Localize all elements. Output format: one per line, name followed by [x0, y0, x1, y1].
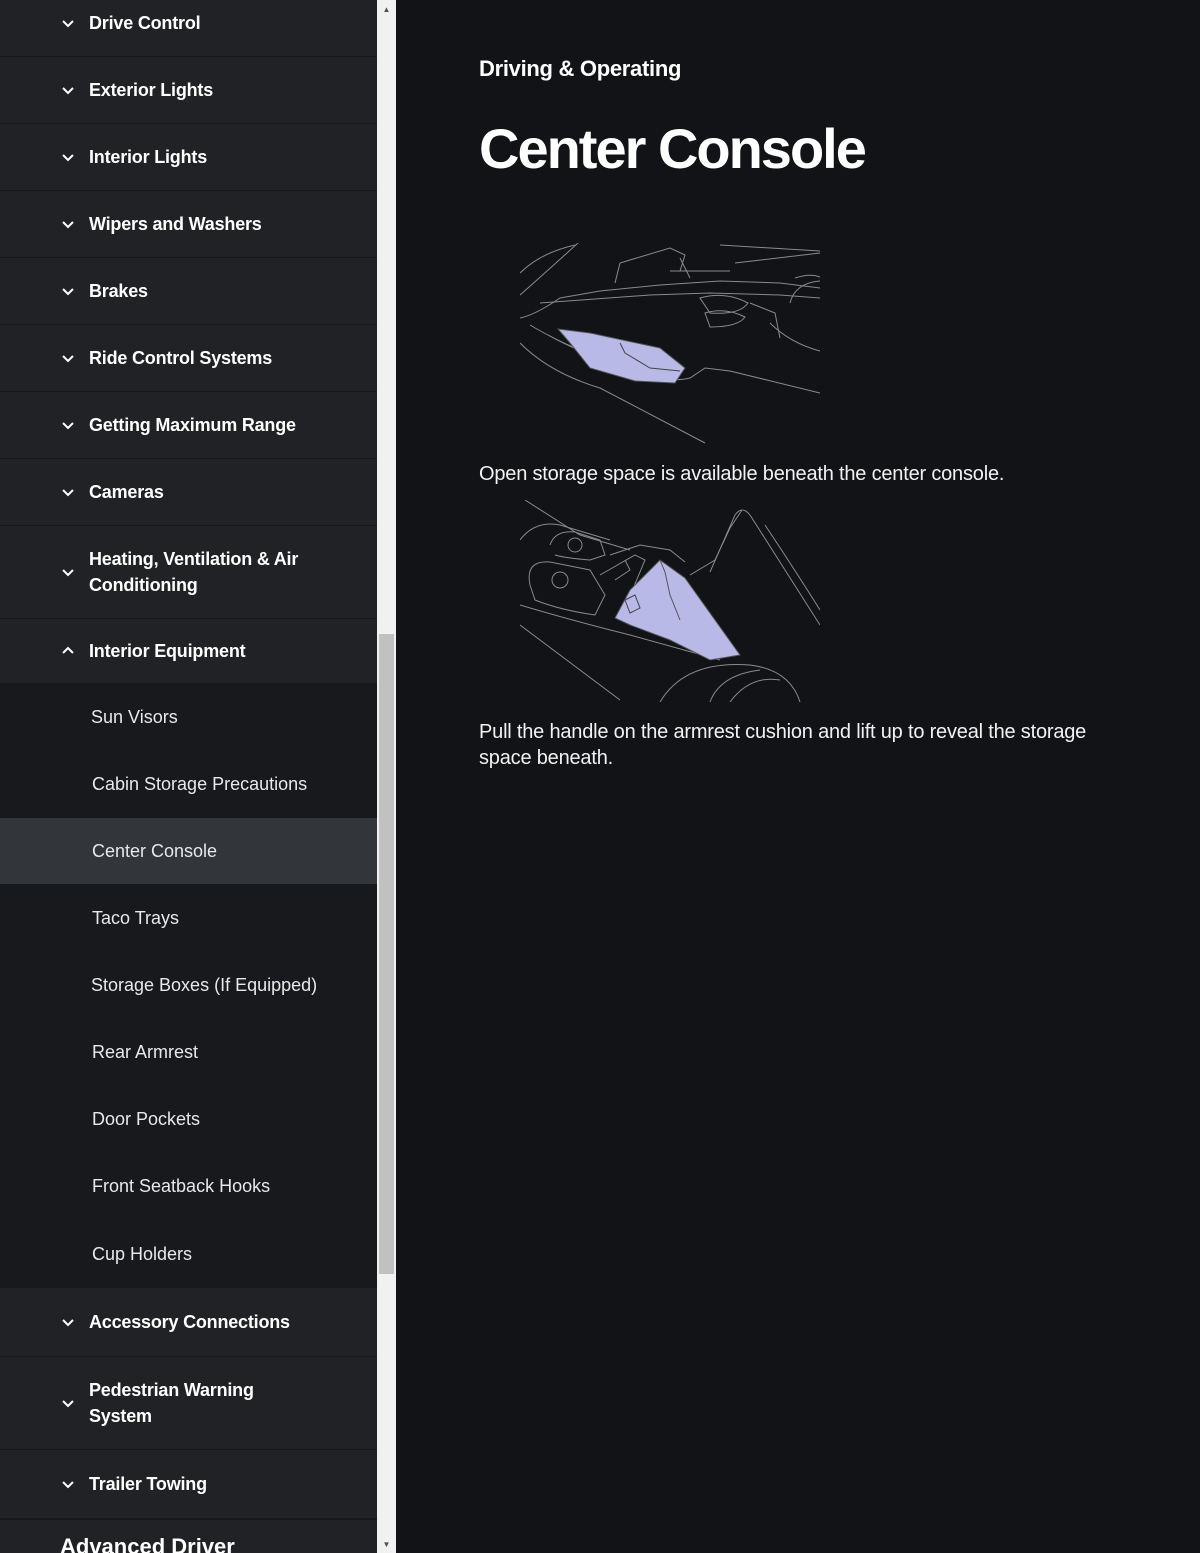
sidebar-item-label: Exterior Lights	[89, 80, 214, 100]
chevron-down-icon	[60, 1395, 76, 1411]
sidebar-item-getting-maximum-range[interactable]	[0, 392, 377, 459]
center-console-storage-illustration	[520, 243, 820, 445]
sidebar-item-interior-lights[interactable]	[0, 124, 377, 191]
chevron-down-icon	[60, 350, 76, 366]
sidebar-subitem-label: Front Seatback Hooks	[92, 1176, 271, 1196]
sidebar-subitem-storage-boxes[interactable]	[0, 952, 377, 1019]
chevron-down-icon	[60, 149, 76, 165]
chevron-down-icon	[60, 1476, 76, 1492]
sidebar-subitem-label: Cabin Storage Precautions	[92, 774, 308, 794]
sidebar-item-hvac[interactable]	[0, 526, 377, 619]
sidebar-section-label: Advanced Driver	[60, 1534, 235, 1553]
sidebar-item-label: Heating, Ventilation & Air Conditioning	[89, 549, 299, 595]
sidebar-item-pedestrian-warning-system[interactable]	[0, 1357, 377, 1450]
sidebar-subitem-door-pockets[interactable]	[0, 1086, 377, 1153]
sidebar-item-exterior-lights[interactable]	[0, 57, 377, 124]
chevron-down-icon	[60, 216, 76, 232]
sidebar-item-brakes[interactable]	[0, 258, 377, 325]
sidebar-item-label: Getting Maximum Range	[89, 415, 296, 435]
sidebar-item-label: Wipers and Washers	[89, 214, 262, 234]
sidebar-item-label: Brakes	[89, 281, 148, 301]
sidebar-subitem-label: Sun Visors	[91, 707, 178, 727]
chevron-down-icon	[60, 417, 76, 433]
chevron-down-icon	[60, 564, 76, 580]
sidebar-item-trailer-towing[interactable]	[0, 1450, 377, 1519]
sidebar-item-label: Trailer Towing	[89, 1474, 207, 1494]
caption-open-storage: Open storage space is available beneath the center console.	[479, 463, 1005, 485]
sidebar-item-label: Interior Equipment	[89, 641, 246, 661]
sidebar-subitem-sun-visors[interactable]	[0, 684, 377, 751]
breadcrumb[interactable]: Driving & Operating	[479, 56, 682, 81]
armrest-storage-illustration	[520, 500, 820, 702]
sidebar-item-wipers-and-washers[interactable]	[0, 191, 377, 258]
storage-highlight	[615, 560, 740, 660]
storage-highlight	[558, 329, 685, 383]
sidebar-subitem-label: Door Pockets	[92, 1109, 201, 1129]
sidebar-item-accessory-connections[interactable]	[0, 1288, 377, 1357]
sidebar-subitem-label: Storage Boxes (If Equipped)	[91, 975, 318, 995]
sidebar-item-label: Drive Control	[89, 12, 201, 33]
sidebar-item-label: Cameras	[89, 482, 164, 502]
scrollbar-thumb[interactable]	[379, 634, 394, 1274]
sidebar-item-label: Ride Control Systems	[89, 348, 273, 368]
sidebar-subitem-cabin-storage-precautions[interactable]	[0, 751, 377, 818]
chevron-down-icon	[60, 82, 76, 98]
sidebar-subitem-label: Taco Trays	[92, 908, 180, 928]
sidebar-item-label: Accessory Connections	[89, 1312, 290, 1332]
sidebar-item-label: Interior Lights	[89, 147, 207, 167]
sidebar-subitem-rear-armrest[interactable]	[0, 1019, 377, 1086]
sidebar-subitem-front-seatback-hooks[interactable]	[0, 1153, 377, 1220]
sidebar-item-label: Pedestrian Warning System	[89, 1380, 254, 1426]
chevron-down-icon	[60, 15, 76, 31]
sidebar-item-ride-control-systems[interactable]	[0, 325, 377, 392]
sidebar-subitem-cup-holders[interactable]	[0, 1220, 377, 1288]
caption-armrest-handle: Pull the handle on the armrest cushion and lift up to reveal the storage space beneath.	[479, 721, 1087, 769]
chevron-down-icon	[60, 484, 76, 500]
sidebar-subitem-label: Rear Armrest	[92, 1042, 199, 1062]
sidebar-item-cameras[interactable]	[0, 459, 377, 526]
main-content	[396, 0, 1200, 1553]
sidebar-subitem-center-console[interactable]	[0, 818, 377, 885]
scroll-down-arrow-icon[interactable]: ▼	[382, 1539, 391, 1549]
chevron-up-icon	[60, 643, 76, 659]
scroll-up-arrow-icon[interactable]: ▲	[382, 4, 391, 14]
chevron-down-icon	[60, 1314, 76, 1330]
sidebar-item-drive-control[interactable]	[0, 0, 377, 57]
sidebar-subitem-taco-trays[interactable]	[0, 885, 377, 952]
page-title: Center Console	[479, 117, 865, 180]
sidebar-nav	[0, 0, 377, 1553]
chevron-down-icon	[60, 283, 76, 299]
sidebar-subitem-label: Center Console	[92, 841, 218, 861]
sidebar-scrollbar[interactable]	[377, 0, 396, 1553]
sidebar-subitem-label: Cup Holders	[92, 1243, 193, 1264]
sidebar-item-interior-equipment[interactable]	[0, 619, 377, 684]
